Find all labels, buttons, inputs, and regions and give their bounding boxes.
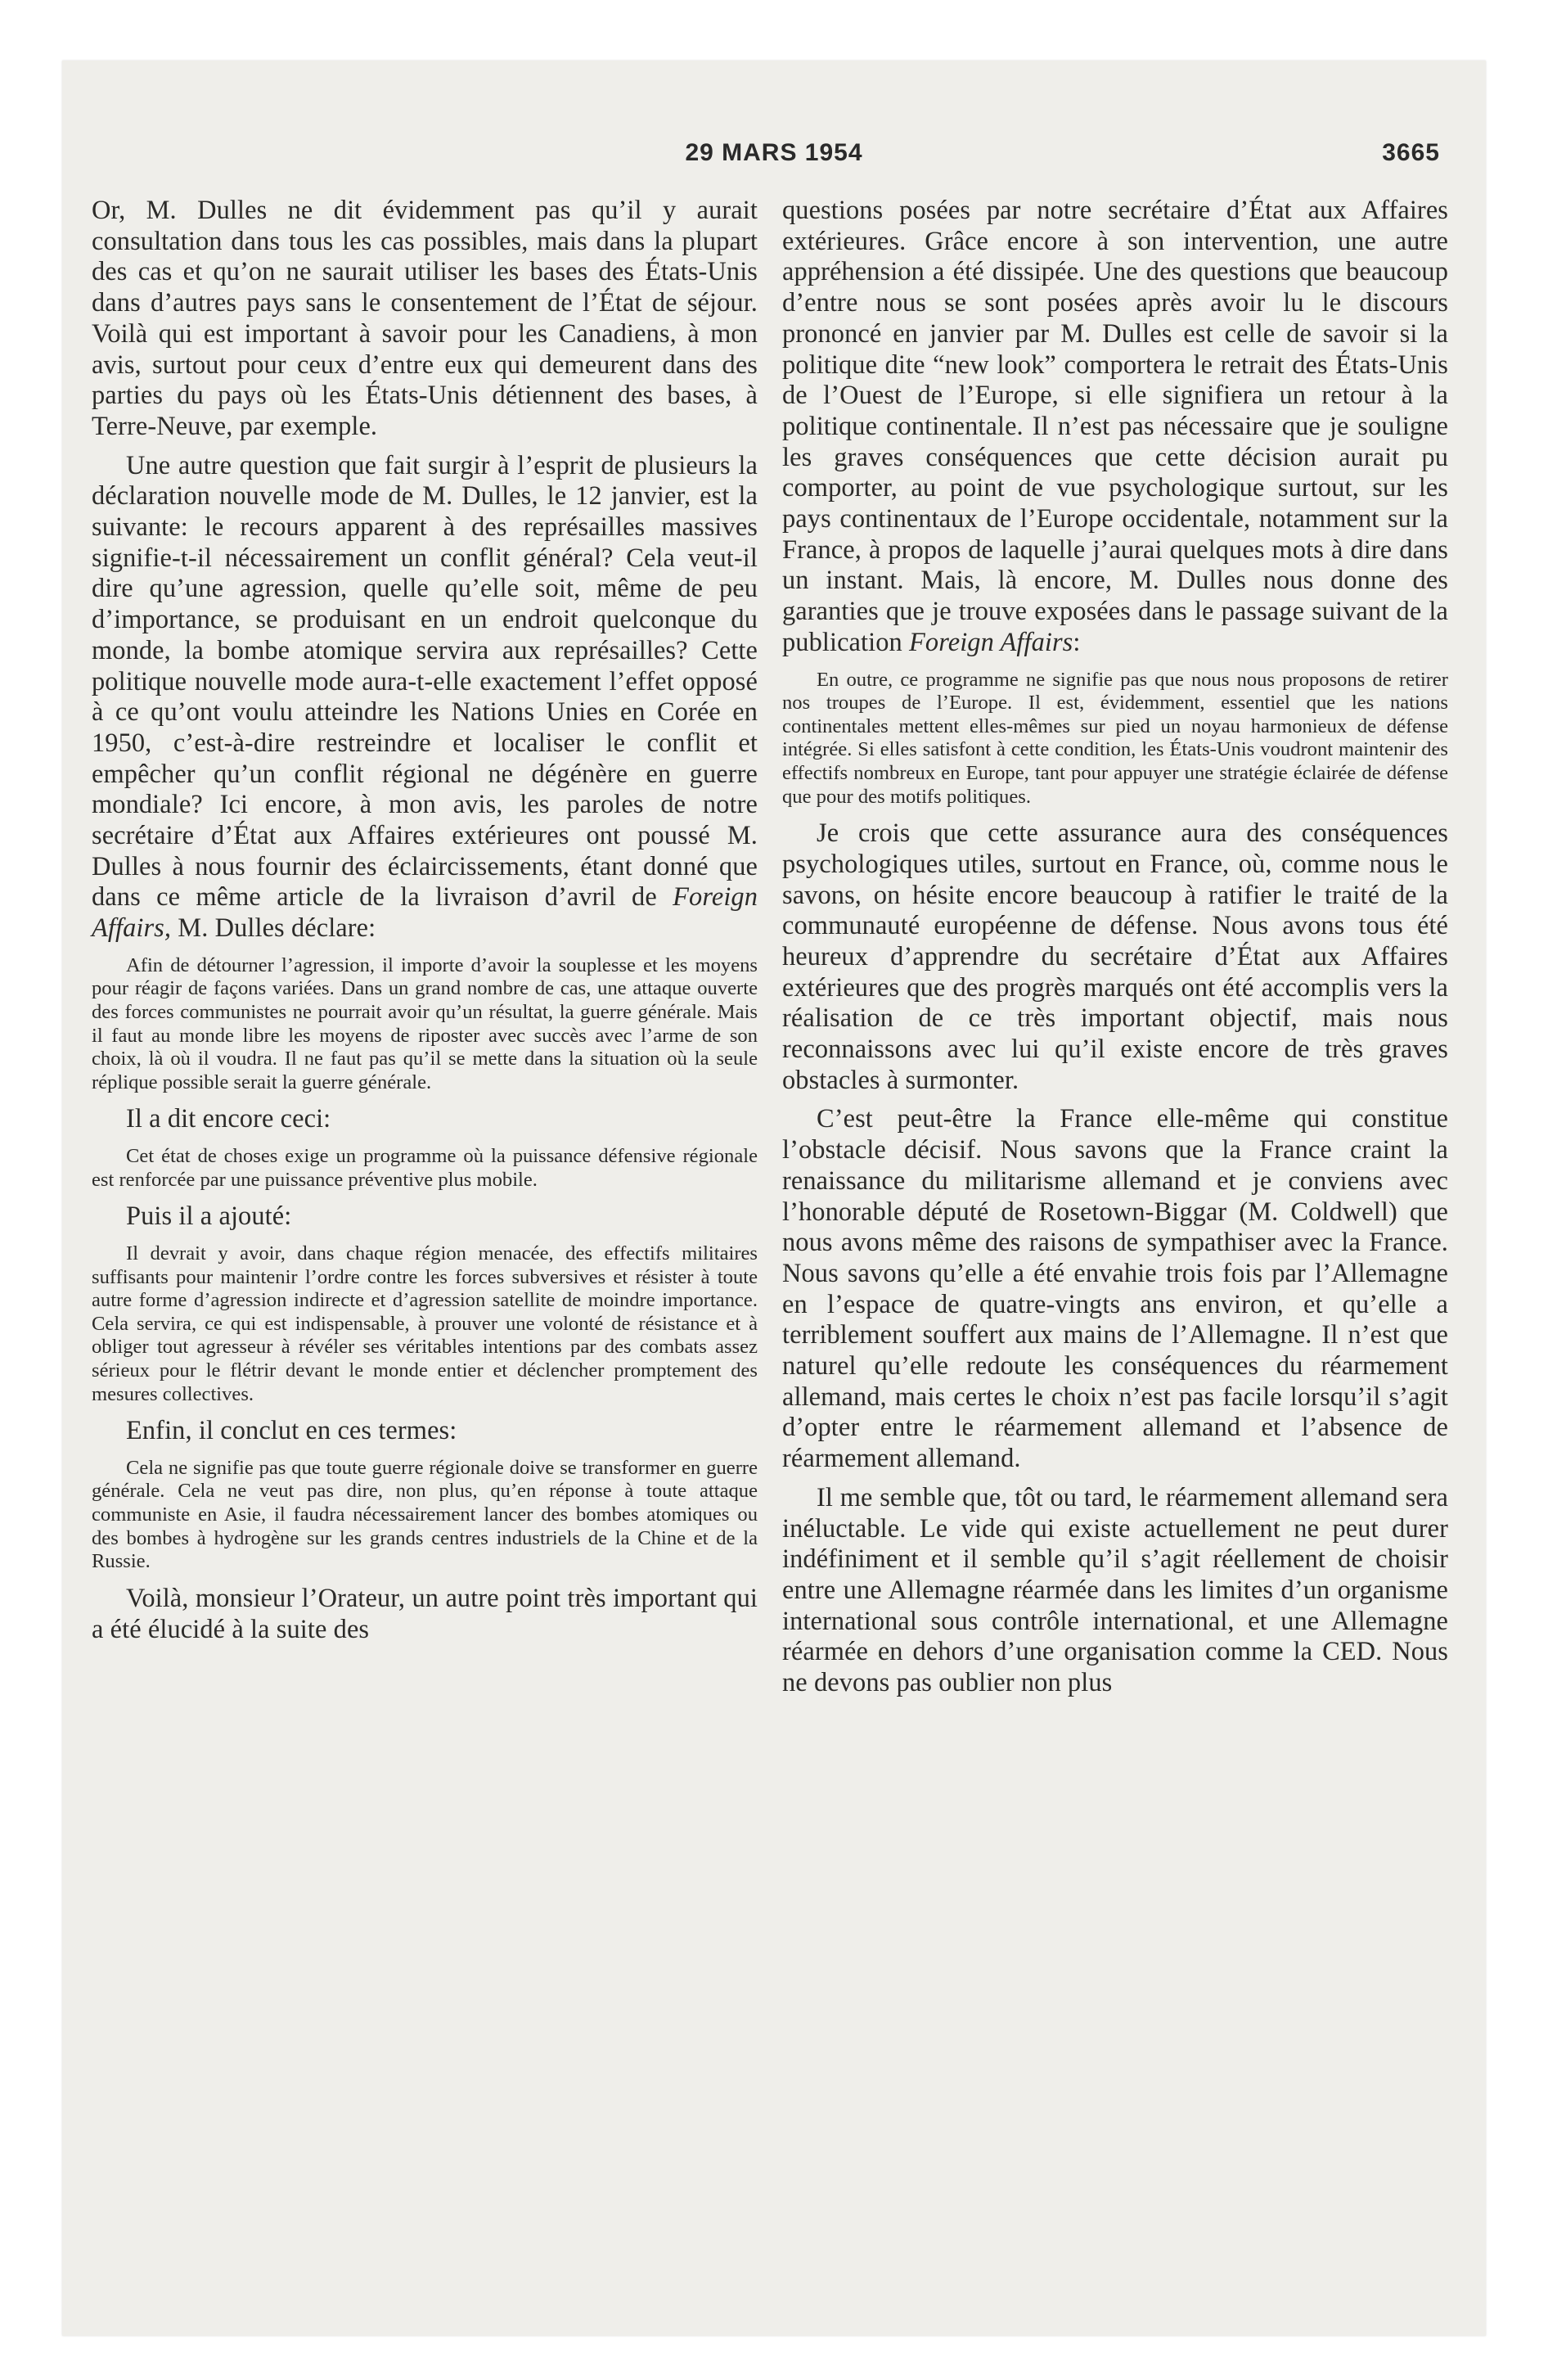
page xyxy=(62,61,1486,2336)
block-quote: En outre, ce programme ne signifie pas que nous nous proposons de retirer nos troupes de l’Europe. Il est, évidemment, essentiel que les nations continentales mettent elles-mêmes sur pied un noyau harmonieux de défense intégrée. Si elles satisfont à cette condition, les États-Unis voudront maintenir des effectifs nombreux en Europe, tant pour appuyer une stratégie éclairée de défense que pour des motifs politiques. xyxy=(782,668,1448,808)
paragraph: Il me semble que, tôt ou tard, le réarmement allemand sera inéluctable. Le vide qui existe actuellement ne peut durer indéfiniment et il semble qu’il s’agit réellement de choisir entre une Allemagne réarmée dans les limites d’un organisme international sous contrôle international, et une Allemagne réarmée en dehors d’une organisation comme la CED. Nous ne devons pas oublier non plus xyxy=(782,1482,1448,1698)
paragraph-text: Une autre question que fait surgir à l’esprit de plusieurs la déclaration nouvelle mode de M. Dulles, le 12 janvier, est la suivante: le recours apparent à des représailles massives signifie-t-il nécessairement un conflit général? Cela veut-il dire qu’une agression, quelle qu’elle soit, même de peu d’importance, se produisant en un endroit quelconque du monde, la bombe atomique servira aux représailles? Cette politique nouvelle mode aura-t-elle exactement l’effet opposé à ce qu’ont voulu atteindre les Nations Unies en Corée en 1950, c’est-à-dire restreindre et localiser le conflit et empêcher qu’un conflit régional ne dégénère en guerre mondiale? Ici encore, à mon avis, les paroles de notre secrétaire d’État aux Affaires extérieures ont poussé M. Dulles à nous fournir des éclaircissements, étant donné que dans ce même article de la livraison d’avril de xyxy=(92,450,758,913)
paragraph-text: M. Dulles déclare: xyxy=(178,913,376,944)
publication-title: Foreign Affairs xyxy=(909,627,1073,657)
right-column xyxy=(782,196,1448,1699)
paragraph: Voilà, monsieur l’Orateur, un autre point très important qui a été élucidé à la suite des xyxy=(92,1583,758,1644)
paragraph: Or, M. Dulles ne dit évidemment pas qu’il y aurait consultation dans tous les cas possibles, mais dans la plupart des cas et qu’on ne saurait utiliser les bases des États-Unis dans d’autres pays sans le consentement de l’État de séjour. Voilà qui est important à savoir pour les Canadiens, à mon avis, surtout pour ceux d’entre eux qui demeurent dans des parties du pays où les États-Unis détiennent des bases, à Terre-Neuve, par exemple. xyxy=(92,196,758,441)
paragraph-text: questions posées par notre secrétaire d’État aux Affaires extérieures. Grâce encore à son intervention, une autre appréhension a été dissipée. Une des questions que beaucoup d’entre nous se sont posées après avoir lu le discours prononcé en janvier par M. Dulles est celle de savoir si la politique dite “new look” comportera le retrait des États-Unis de l’Ouest de l’Europe, si elle signifiera un retour à la politique continentale. Il n’est pas nécessaire que je souligne les graves conséquences que cette décision aurait pu comporter, au point de vue psychologique surtout, sur les pays continentaux de l’Europe occidentale, notamment sur la France, à propos de laquelle j’aurai quelques mots à dire dans un instant. Mais, là encore, M. Dulles nous donne des garanties que je trouve exposées dans le passage suivant de la publication xyxy=(782,196,1448,657)
page-number: 3665 xyxy=(1382,139,1440,166)
paragraph: Il a dit encore ceci: xyxy=(126,1104,331,1134)
block-quote: Cet état de choses exige un programme où la puissance défensive régionale est renforcée par une puissance préventive plus mobile. xyxy=(92,1145,758,1191)
page-date: 29 MARS 1954 xyxy=(685,139,863,166)
block-quote: Afin de détourner l’agression, il importe d’avoir la souplesse et les moyens pour réagir de façons variées. Dans un grand nombre de cas, une attaque ouverte des forces communistes ne pourrait avoir qu’un résultat, la guerre générale. Mais il faut au monde libre les moyens de riposter avec succès avec l’arme de son choix, là où il voudra. Il ne faut pas qu’il se mette dans la situation où la seule réplique possible serait la guerre générale. xyxy=(92,953,758,1093)
page-header xyxy=(62,139,1486,180)
publication-title: Foreign Affairs, xyxy=(92,882,758,944)
paragraph: C’est peut-être la France elle-même qui constitue l’obstacle décisif. Nous savons que la France craint la renaissance du militarisme allemand et je conviens avec l’honorable député de Rosetown-Biggar (M. Coldwell) que nous avons même des raisons de sympathiser avec la France. Nous savons qu’elle a été envahie trois fois par l’Allemagne en l’espace de quatre-vingts ans environ, et qu’elle a terriblement souffert aux mains de l’Allemagne. Il n’est que naturel qu’elle redoute les conséquences du réarmement allemand, mais certes le choix n’est pas facile lorsqu’il s’agit d’opter entre le réarmement allemand et l’absence de réarmement allemand. xyxy=(782,1104,1448,1474)
paragraph xyxy=(92,451,758,944)
paragraph-text: : xyxy=(1073,627,1081,657)
block-quote: Cela ne signifie pas que toute guerre régionale doive se transformer en guerre générale. Cela ne veut pas dire, non plus, qu’en réponse à toute attaque communiste en Asie, il faudra nécessairement lancer des bombes atomiques ou des bombes à hydrogène sur les grands centres industriels de la Chine et de la Russie. xyxy=(92,1456,758,1573)
block-quote: Il devrait y avoir, dans chaque région menacée, des effectifs militaires suffisants pour maintenir l’ordre contre les forces subversives et résister à toute autre forme d’agression indirecte et d’agression satellite de moindre importance. Cela servira, ce qui est indispensable, à prouver une volonté de résistance et à obliger tout agresseur à révéler ses véritables intentions par des combats assez sérieux pour le flétrir devant le monde entier et déclencher promptement des mesures collectives. xyxy=(92,1242,758,1405)
paragraph: Puis il a ajouté: xyxy=(126,1201,292,1232)
paragraph: Enfin, il conclut en ces termes: xyxy=(126,1416,457,1446)
left-column xyxy=(92,196,758,1645)
paragraph xyxy=(782,196,1448,659)
paragraph: Je crois que cette assurance aura des conséquences psychologiques utiles, surtout en France, où, comme nous le savons, on hésite encore beaucoup à ratifier le traité de la communauté européenne de défense. Nous avons tous été heureux d’apprendre du secrétaire d’État aux Affaires extérieures que des progrès marqués ont été accomplis vers la réalisation de ce très important objectif, mais nous reconnaissons avec lui qu’il existe encore de très graves obstacles à surmonter. xyxy=(782,818,1448,1095)
